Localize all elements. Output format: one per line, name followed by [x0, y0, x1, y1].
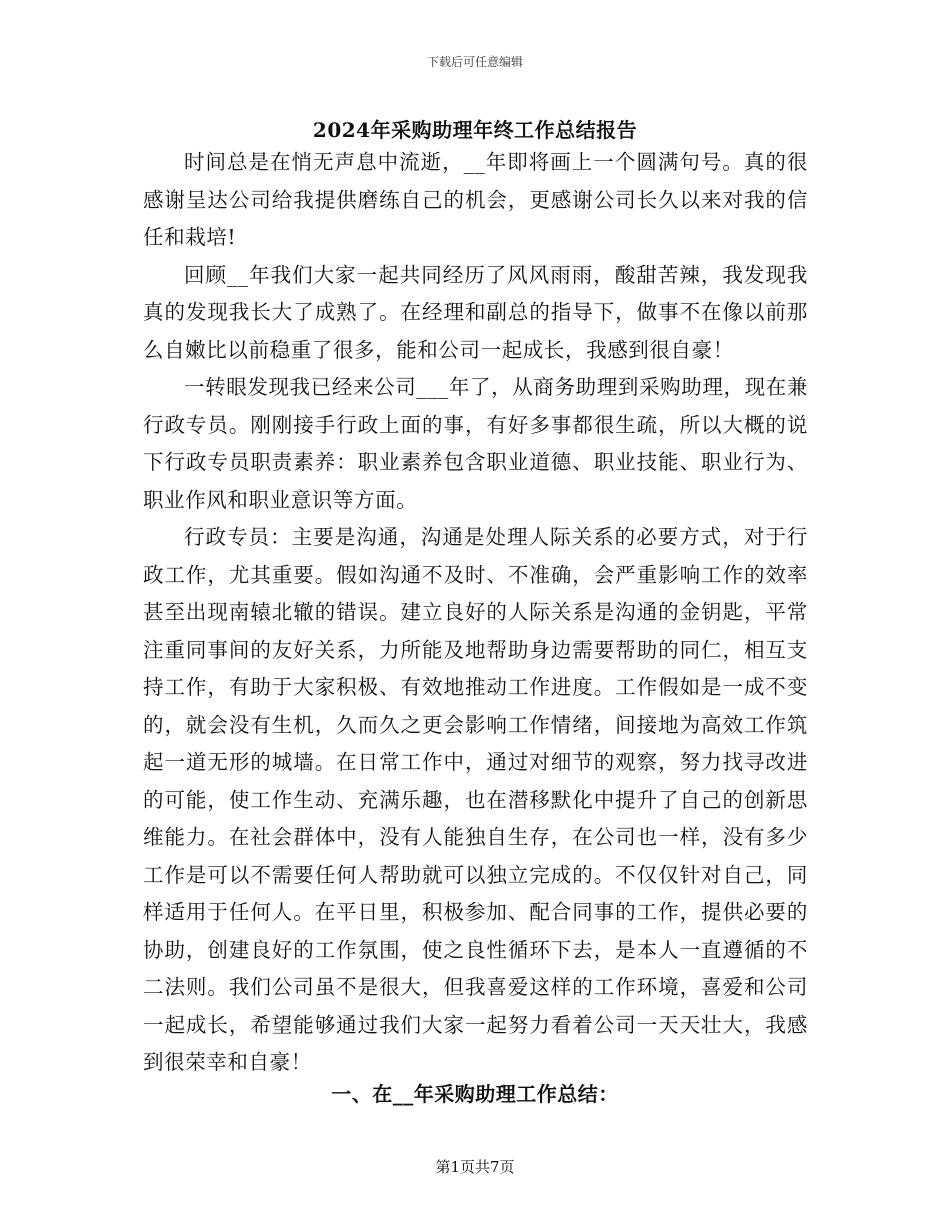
document-body: [143, 144, 808, 1082]
paragraph-review: 回顾__年我们大家一起共同经历了风风雨雨，酸甜苦辣，我发现我真的发现我长大了成熟了。在经理和副总的指导下，做事不在像以前那么自嫩比以前稳重了很多，能和公司一起成长，我感到很自豪！: [143, 262, 808, 362]
paragraph-admin-specialist: 行政专员：主要是沟通，沟通是处理人际关系的必要方式，对于行政工作，尤其重要。假如沟通不及时、不准确，会严重影响工作的效率甚至出现南辕北辙的错误。建立良好的人际关系是沟通的金钥匙，平常注重同事间的友好关系，力所能及地帮助身边需要帮助的同仁，相互支持工作，有助于大家积极、有效地推动工作进度。工作假如是一成不变的，就会没有生机，久而久之更会影响工作情绪，间接地为高效工作筑起一道无形的城墙。在日常工作中，通过对细节的观察，努力找寻改进的可能，使工作生动、充满乐趣，也在潜移默化中提升了自己的创新思维能力。在社会群体中，没有人能独自生存，在公司也一样，没有多少工作是可以不需要任何人帮助就可以独立完成的。不仅仅针对自己，同样适用于任何人。在平日里，积极参加、配合同事的工作，提供必要的协助，创建良好的工作氛围，使之良性循环下去，是本人一直遵循的不二法则。我们公司虽不是很大，但我喜爱这样的工作环境，喜爱和公司一起成长，希望能够通过我们大家一起努力看着公司一天天壮大，我感到很荣幸和自豪！: [143, 525, 808, 1074]
header-note: 下载后可任意编辑: [426, 55, 523, 69]
paragraph-role: 一转眼发现我已经来公司___年了，从商务助理到采购助理，现在兼行政专员。刚刚接手行政上面的事，有好多事都很生疏，所以大概的说下行政专员职责素养：职业素养包含职业道德、职业技能、职业行为、职业作风和职业意识等方面。: [143, 375, 808, 512]
page-number: 第1页共7页: [435, 1158, 515, 1176]
document-title: 2024年采购助理年终工作总结报告: [312, 118, 638, 142]
paragraph-intro: 时间总是在悄无声息中流逝，__年即将画上一个圆满句号。真的很感谢呈达公司给我提供磨练自己的机会，更感谢公司长久以来对我的信任和栽培!: [143, 150, 808, 249]
section-heading: 一、在__年采购助理工作总结：: [331, 1082, 619, 1106]
